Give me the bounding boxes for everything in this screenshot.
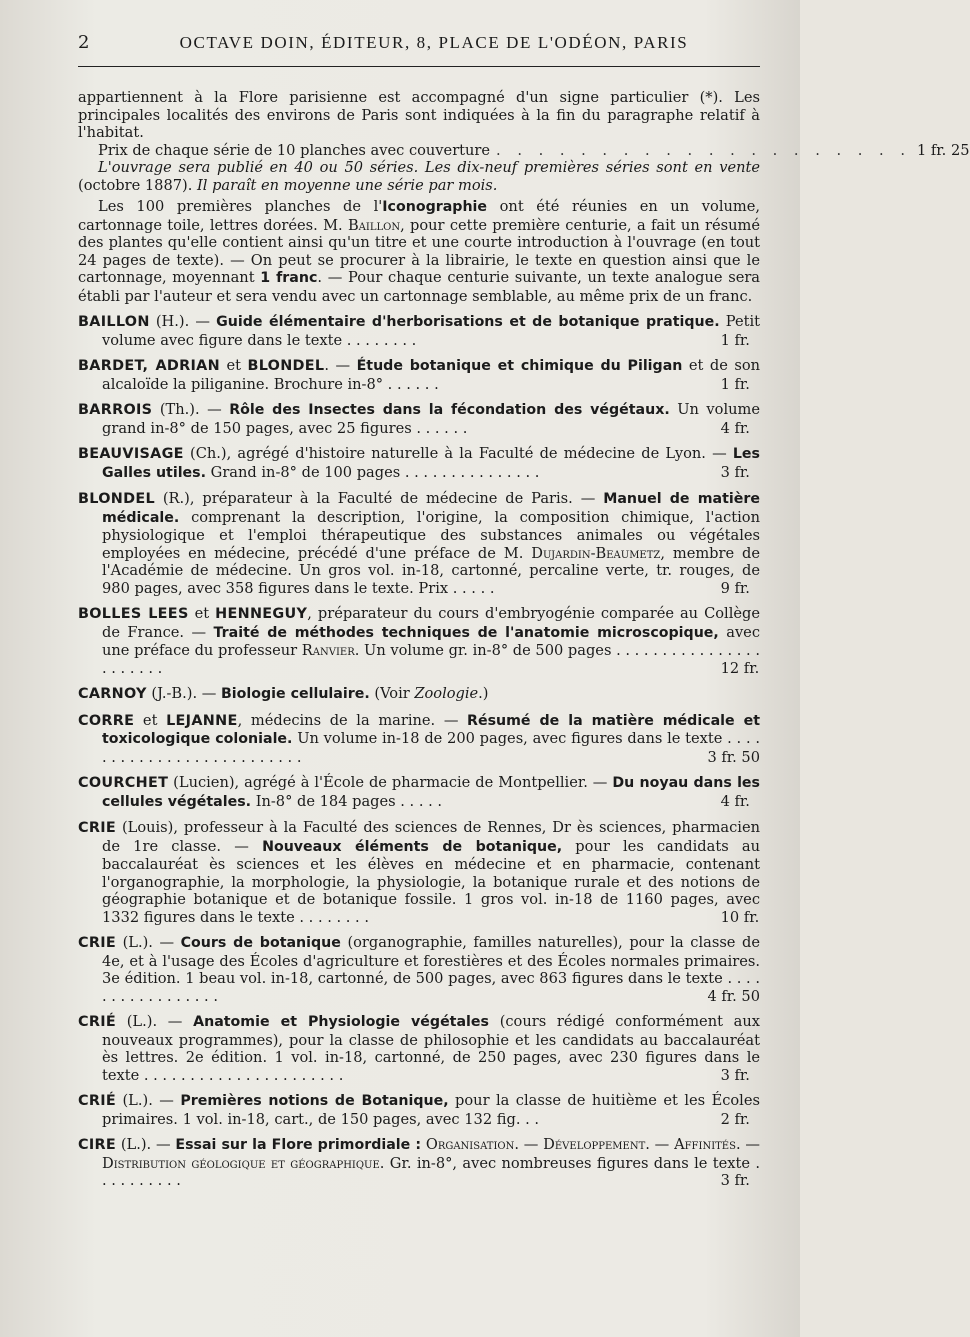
entry-title: Manuel de matière médicale. [102,491,760,526]
entry-author-2: HENNEGUY [215,606,308,622]
series-price-label: Prix de chaque série de 10 planches avec couverture [98,141,491,159]
entry-desc: et de son alcaloïde la piliganine. Brochure in-8° [102,357,761,393]
entry-author-rest: (L.). — [116,1013,194,1030]
entry-desc-a: avec une préface du professeur [102,623,760,659]
entry-price: 4 fr. 50 [707,987,760,1005]
catalog-entry [78,313,760,349]
entry-author-rest: et [219,357,248,374]
entry-desc-sc: Dujardin-Beaumetz [531,544,661,562]
leader-dots: . . . . . . . . . . . . . . . . . . . . . . . . . . [102,730,760,766]
leader-dots: . . . . . . . . [342,331,417,349]
entry-desc: In-8° de 184 pages [251,792,396,810]
entry-author: CORRE [78,712,135,729]
p3-bold2: 1 franc [260,270,318,286]
entry-author: CIRE [78,1137,117,1153]
leader-dots: . . . . . . . . . . . . . . . . . . . . . . . [102,642,760,677]
entry-title: Essai sur la Flore primordiale : [175,1137,422,1153]
note-part-c: Il paraît en moyenne une série par mois. [197,176,498,194]
entry-title: Rôle des Insectes dans la fécondation des végétaux. [229,402,670,418]
catalog-entry [78,1013,760,1084]
entry-author-rest-2: . — [324,357,357,374]
entry-desc: , membre de l'Académie de médecine. Un gros vol. in-18, cartonné, percaline verte, tr. rouges, de 980 pages, avec 358 figures dans le texte. Prix [102,544,760,597]
entry-author: BEAUVISAGE [78,446,184,462]
catalog-entry [78,445,760,482]
leader-dots: . . . . . . [383,375,439,393]
entry-title: Anatomie et Physiologie végétales [193,1014,489,1030]
entry-price: 4 fr. [720,419,750,437]
entry-desc: pour les candidats au baccalauréat ès sciences et les élèves en médecine et en pharmacie, contenant l'organographie, la morphologie, la physiologie, la botanique rurale et des notions de géographie botanique et de botanique fossile. 1 gros vol. in-18 de 1160 pages, avec 1332 figures dans le texte [102,837,760,926]
entry-author-rest: (Louis), professeur à la Faculté des sciences de Rennes, Dr ès sciences, pharmacien de 1re classe. — [102,819,760,855]
entry-author-rest: et [134,711,167,729]
entry-author-rest: (Lucien), agrégé à l'École de pharmacie de Montpellier. — [168,774,613,791]
entry-price: 1 fr. [720,375,750,393]
entry-author-rest: (Ch.), agrégé d'histoire naturelle à la Faculté de médecine de Lyon. — [183,445,733,462]
entry-author-rest: (L.). — [116,1092,181,1109]
entry-desc-b: .) [478,685,489,702]
page-number: 2 [78,32,90,53]
page-body [78,89,970,1190]
entry-desc-a: comprenant la description, l'origine, la composition chimique, l'action physiologique et l'emploi thérapeutique des substances animales ou végétales employées en médecine, précédé d'une préface de M. [102,508,760,562]
entry-desc: Petit volume avec figure dans le texte [102,313,760,349]
catalog-entry [78,605,760,677]
entry-price: 3 fr. [720,1172,750,1189]
catalog-entry [78,490,760,597]
running-title: OCTAVE DOIN, ÉDITEUR, 8, PLACE DE L'ODÉON, PARIS [179,33,689,52]
entry-desc-sc: Ranvier [301,642,355,659]
entry-desc-sc: Organisation. — Développement. — Affinités. — Distribution géologique et géographique. [102,1136,760,1172]
entry-author-2: BLONDEL [247,358,325,374]
leader-dots: . . [520,1110,540,1128]
entry-title: Du noyau dans les cellules végétales. [102,775,760,810]
entry-author-rest-2: , préparateur du cours d'embryogénie comparée au Collège de France. — [102,605,760,641]
catalog-entry [78,401,760,437]
entry-desc: Un volume grand in-8° de 150 pages, avec 25 figures [102,401,760,437]
leader-dots: . . . . . . . . . . [102,1154,760,1189]
entry-author: BAILLON [78,314,150,330]
entry-author-rest: (R.), préparateur à la Faculté de médecine de Paris. — [154,490,604,507]
p3-b: ont été réunies en un volume, cartonnage toile, lettres dorées. M. [78,198,761,234]
entry-title: Étude botanique et chimique du Piligan [356,358,683,374]
entry-desc: pour la classe de huitième et les Écoles primaires. 1 vol. in-18, cart., de 150 pages, avec 132 fig. [102,1092,760,1128]
entry-desc-italic: Zoologie [414,685,479,702]
entry-desc-a: (Voir [369,685,415,702]
leader-dots: . . . . . . [411,419,468,437]
entry-author: BLONDEL [78,491,155,507]
catalog-entry [78,774,760,811]
entry-author: CARNOY [78,686,147,702]
entry-author: CRIÉ [78,1093,117,1109]
entry-author: COURCHET [78,775,169,791]
catalog-entry [78,685,760,704]
entry-price: 10 fr. [720,908,760,926]
note-part-b: (octobre 1887). [78,176,193,194]
leader-dots: . . . . . . . . [294,908,369,926]
entry-author-rest-2: , médecins de la marine. — [237,711,468,729]
entry-desc: Gr. in-8°, avec nombreuses figures dans le texte [384,1154,750,1172]
entry-desc: (organographie, familles naturelles), pour la classe de 4e, et à l'usage des Écoles d'agriculture et forestières et des Écoles normales primaires. 3e édition. 1 beau vol. in-18, cartonné, de 500 pages, avec 863 figures dans le texte [102,934,760,987]
catalog-entry [78,1136,760,1190]
leader-dots: . . . . . [448,579,495,597]
leader-dots: . . . . . . . . . . . . . . . [400,463,540,481]
leader-dots: . . . . . . . . . . . . . . . . . . . . . . [139,1066,344,1084]
entry-title: Nouveaux éléments de botanique, [262,838,563,855]
publication-note [78,159,760,194]
catalog-entry [78,1092,760,1128]
entry-title: Guide élémentaire d'herborisations et de botanique pratique. [216,314,720,330]
entry-price: 9 fr. [720,579,750,597]
entry-price: 2 fr. [720,1110,750,1128]
leader-dots: . . . . . . . . . . . . . . . . . . . . [496,141,911,159]
leader-dots: . . . . . . . . . . . . . . . . . [102,970,760,1005]
entry-price: 1 fr. [720,331,750,349]
entry-author: CRIE [78,935,117,951]
entry-author-rest: et [188,605,216,622]
entry-author: CRIE [78,820,117,836]
entry-desc: Un volume in-18 de 200 pages, avec figures dans le texte [292,730,723,747]
catalog-entry [78,934,760,1005]
series-price: 1 fr. 25 [916,141,970,159]
entry-price: 3 fr. 50 [707,748,760,766]
entry-author-rest: (H.). — [149,313,217,330]
entry-price: 3 fr. [720,463,750,481]
entry-desc: (cours rédigé conformément aux nouveaux programmes), pour la classe de philosophie et les candidats au baccalauréat ès lettres. 2e édition. 1 vol. in-18, cartonné, de 250 pages, avec 230 figures dans le texte [102,1013,760,1084]
entry-author: BOLLES LEES [78,606,189,622]
entry-title: Les Galles utiles. [102,446,760,481]
entry-author: BARROIS [78,402,153,418]
note-part-a: L'ouvrage sera publié en 40 ou 50 séries. Les dix-neuf premières séries sont en vente [98,159,760,176]
entry-price: 4 fr. [720,792,750,810]
entry-price: 12 fr. [720,659,760,677]
entry-author: BARDET, ADRIAN [78,358,220,374]
p3-a: Les 100 premières planches de l' [98,198,383,215]
entry-author-rest: (L.). — [116,934,181,951]
catalog-entry [78,357,760,393]
intro-paragraph: appartiennent à la Flore parisienne est accompagné d'un signe particulier (*). Les principales localités des environs de Paris sont indiquées à la fin du paragraphe relatif à l'habitat. [78,89,760,141]
series-price-line [78,141,970,160]
entry-title: Premières notions de Botanique, [180,1093,449,1109]
iconographie-paragraph [78,198,760,305]
entry-author-rest: (J.-B.). — [146,685,221,702]
p3-d: . — Pour chaque centurie suivante, un texte analogue sera établi par l'auteur et sera vendu avec un cartonnage semblable, au même prix de un franc. [78,269,761,305]
entry-title: Cours de botanique [180,935,341,951]
catalog-entry [78,712,760,767]
entry-author-rest: (L.). — [116,1136,176,1153]
entry-author-2: LEJANNE [166,712,238,729]
catalog-entry [78,819,760,926]
entry-title: Résumé de la matière médicale et toxicologique coloniale. [102,712,760,747]
entry-desc: Grand in-8° de 100 pages [206,463,401,481]
leader-dots: . . . . . [395,792,443,810]
entry-price: 3 fr. [720,1066,750,1084]
page-header [78,32,760,67]
p3-bold: Iconographie [382,199,488,215]
p3-c: , pour cette première centurie, a fait un résumé des plantes qu'elle contient ainsi qu'un titre et une courte introduction à l'ouvrage (en tout 24 pages de texte). — On peut se procurer à la librairie, le texte en question ainsi que le cartonnage, moyennant [78,216,760,286]
entry-title: Traité de méthodes techniques de l'anatomie microscopique, [213,624,719,641]
p3-sc: Baillon [347,216,401,234]
entry-author: CRIÉ [78,1014,117,1030]
entry-author-rest: (Th.). — [152,401,230,418]
entry-desc: . Un volume gr. in-8° de 500 pages [354,642,612,659]
entry-title: Biologie cellulaire. [220,686,370,702]
